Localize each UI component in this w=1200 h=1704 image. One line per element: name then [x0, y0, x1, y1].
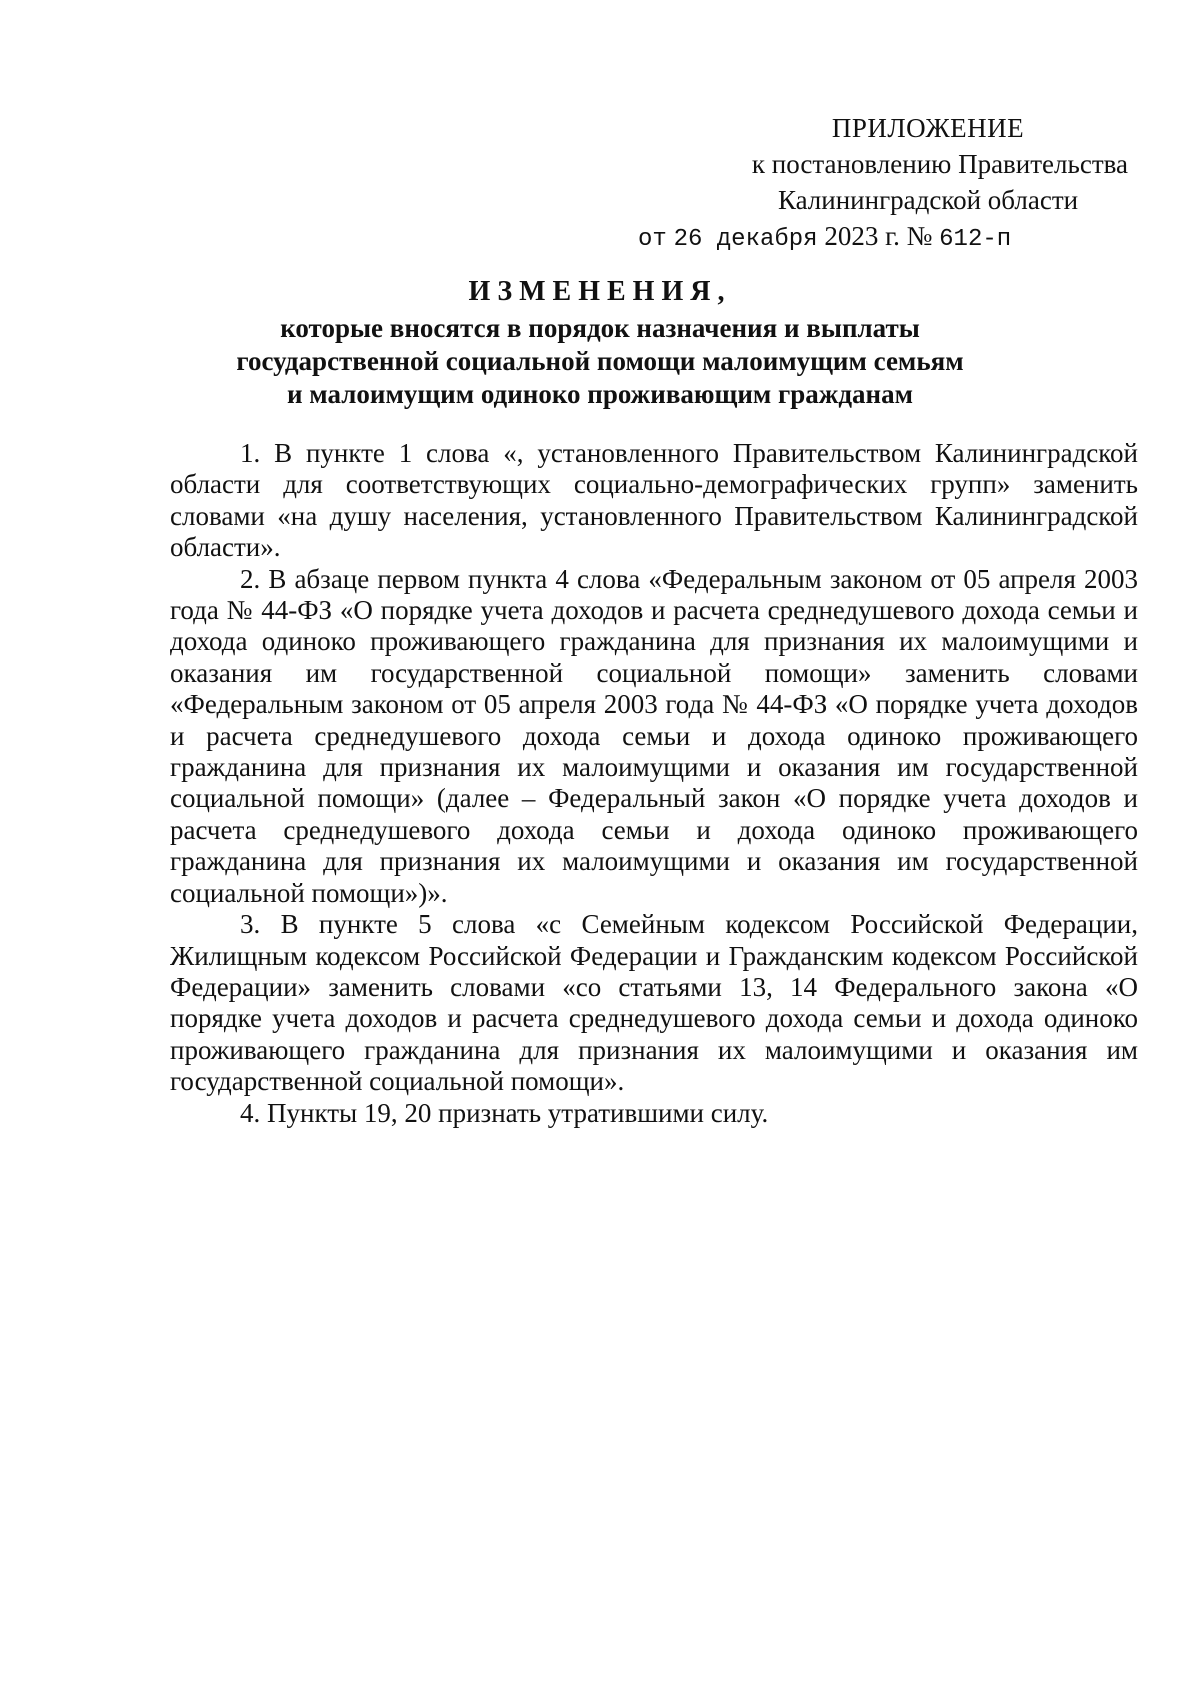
date-year: 2023 г. № — [824, 221, 933, 251]
attachment-line-resolution: к постановлению Правительства — [751, 149, 1128, 179]
amendment-item-4: 4. Пункты 19, 20 признать утратившими силу. — [240, 1097, 769, 1128]
title-subheading-line: и малоимущим одиноко проживающим гражданам — [287, 379, 913, 409]
amendment-item-3: 3. В пункте 5 слова «с Семейным кодексом Российской Федерации, Жилищным кодексом Российской Федерации и Гражданским кодексом Российской Федерации» заменить словами «со статьями 13, 14 Федерального закона «О порядке учета доходов и расчета среднедушевого дохода семьи и дохода одиноко проживающего гражданина для признания их малоимущими и оказания им государственной социальной помощи». — [170, 909, 1138, 1097]
document-body — [170, 438, 1138, 1129]
date-prefix: от — [638, 226, 667, 253]
title-subheading-line: которые вносятся в порядок назначения и выплаты — [280, 313, 920, 343]
attachment-line-region: Калининградской области — [777, 185, 1079, 215]
document-number: 612-п — [939, 226, 1012, 253]
attachment-date-line — [638, 218, 1128, 258]
attachment-header — [608, 110, 1128, 258]
date-day-month: 26 декабря — [673, 226, 818, 253]
amendment-item-1: 1. В пункте 1 слова «, установленного Правительством Калининградской области для соответствующих социально-демографических групп» заменить словами «на душу населения, установленного Правительством Калининградской области». — [170, 438, 1138, 563]
title-heading: ИЗМЕНЕНИЯ, — [468, 276, 732, 307]
attachment-title: ПРИЛОЖЕНИЕ — [831, 113, 1025, 143]
title-subheading-line: государственной социальной помощи малоимущим семьям — [236, 346, 964, 376]
document-title — [150, 272, 1050, 411]
amendment-item-2: 2. В абзаце первом пункта 4 слова «Федеральным законом от 05 апреля 2003 года № 44-ФЗ «О порядке учета доходов и расчета среднедушевого дохода семьи и дохода одиноко проживающего гражданина для признания их малоимущими и оказания им государственной социальной помощи» заменить словами «Федеральным законом от 05 апреля 2003 года № 44-ФЗ «О порядке учета доходов и расчета среднедушевого дохода семьи и дохода одиноко проживающего гражданина для признания их малоимущими и оказания им государственной социальной помощи» (далее – Федеральный закон «О порядке учета доходов и расчета среднедушевого дохода семьи и дохода одиноко проживающего гражданина для признания их малоимущими и оказания им государственной социальной помощи»)». — [170, 563, 1138, 908]
